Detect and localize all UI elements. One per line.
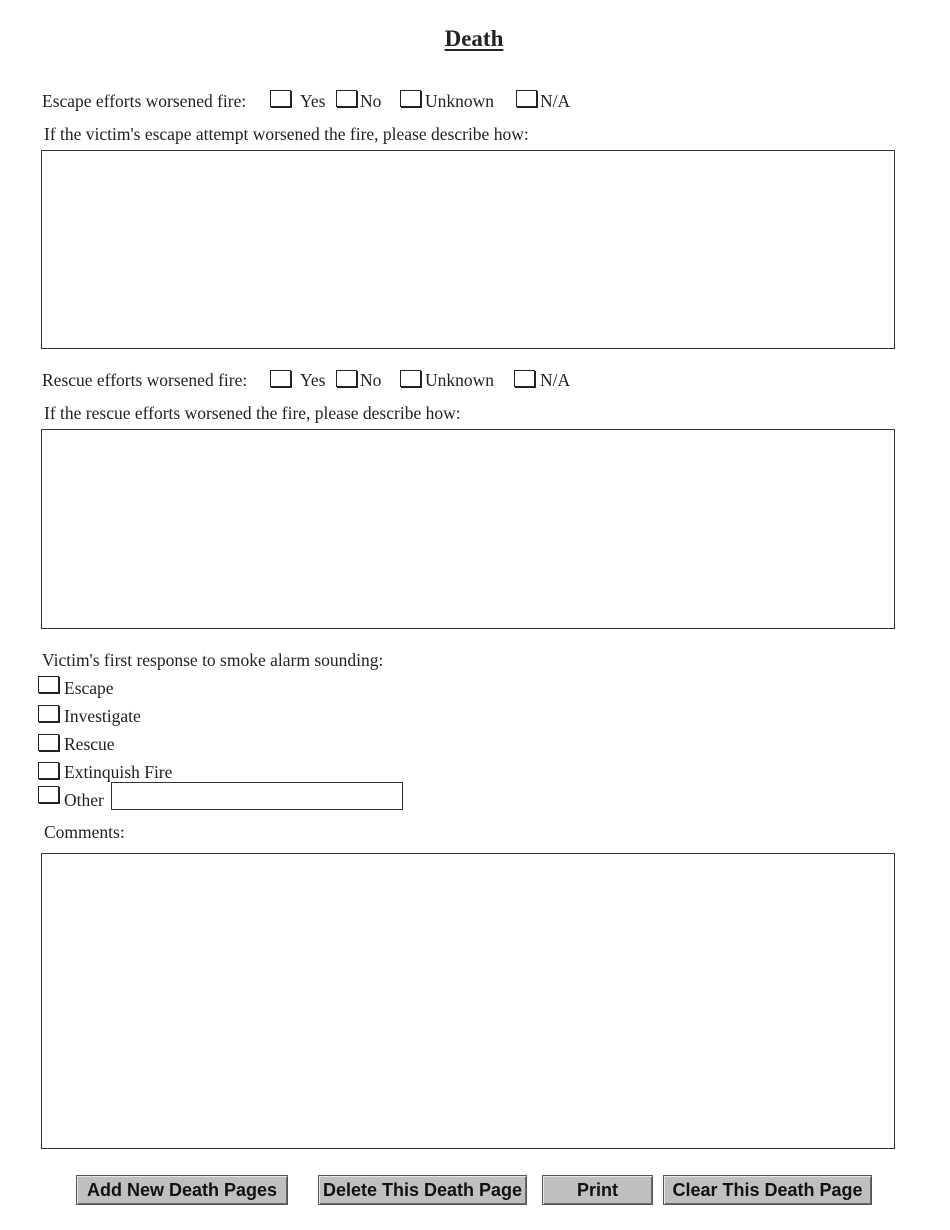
add-new-death-pages-button[interactable]: Add New Death Pages [76,1175,288,1205]
rescue-no-checkbox[interactable] [336,370,357,387]
response-rescue-label: Rescue [64,734,115,754]
response-escape-label: Escape [64,678,114,698]
escape-no-label: No [360,91,382,111]
rescue-na-checkbox[interactable] [514,370,535,387]
delete-death-page-button[interactable]: Delete This Death Page [318,1175,527,1205]
first-response-label: Victim's first response to smoke alarm sounding: [42,650,384,670]
escape-describe-label: If the victim's escape attempt worsened the fire, please describe how: [44,124,529,144]
response-other-label: Other [64,790,104,810]
comments-textarea[interactable] [41,853,895,1149]
escape-unknown-checkbox[interactable] [400,90,421,107]
response-rescue-checkbox[interactable] [38,734,59,751]
escape-unknown-label: Unknown [425,91,495,111]
response-other-checkbox[interactable] [38,786,59,803]
clear-death-page-button[interactable]: Clear This Death Page [663,1175,872,1205]
escape-describe-textarea[interactable] [41,150,895,349]
comments-label: Comments: [44,822,125,842]
print-button[interactable]: Print [542,1175,653,1205]
escape-na-label: N/A [540,91,571,111]
rescue-no-label: No [360,370,382,390]
escape-na-checkbox[interactable] [516,90,537,107]
rescue-yes-checkbox[interactable] [270,370,291,387]
rescue-describe-label: If the rescue efforts worsened the fire, please describe how: [44,403,461,423]
rescue-na-label: N/A [540,370,571,390]
rescue-describe-textarea[interactable] [41,429,895,629]
response-extinguish-checkbox[interactable] [38,762,59,779]
response-other-input[interactable] [111,782,403,810]
escape-no-checkbox[interactable] [336,90,357,107]
response-investigate-label: Investigate [64,706,141,726]
rescue-unknown-label: Unknown [425,370,495,390]
escape-yes-checkbox[interactable] [270,90,291,107]
rescue-question-label: Rescue efforts worsened fire: [42,370,248,390]
response-extinguish-label: Extinquish Fire [64,762,173,782]
rescue-unknown-checkbox[interactable] [400,370,421,387]
rescue-yes-label: Yes [300,370,326,390]
escape-question-label: Escape efforts worsened fire: [42,91,247,111]
response-investigate-checkbox[interactable] [38,705,59,722]
response-escape-checkbox[interactable] [38,676,59,693]
escape-yes-label: Yes [300,91,326,111]
page-title: Death [444,26,504,51]
